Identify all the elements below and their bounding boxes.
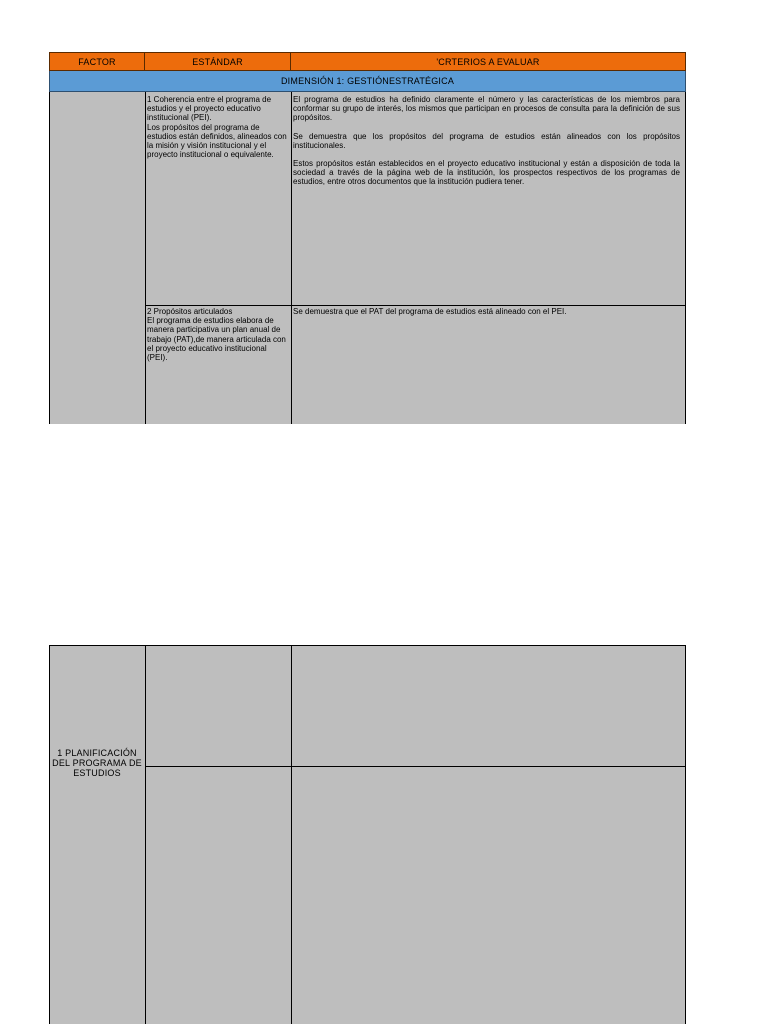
factor-label: 1 PLANIFICACIÓN DEL PROGRAMA DE ESTUDIOS [52,748,142,778]
header-estandar: ESTÁNDAR [145,52,291,71]
header-factor: FACTOR [49,52,145,71]
header-criterios: 'CRTERIOS A EVALUAR [291,52,686,71]
criterio-text: Se demuestra que los propósitos del programa de estudios están alineados con los propósitos institucionales. [293,131,680,150]
estandar-text: Los propósitos del programa de estudios están definidos, alineados con la misión y visión institucional y el proyecto institucional o equivalente. [147,122,287,160]
estandar-title: 1 Coherencia entre el programa de estudios y el proyecto educativo institucional (PEI). [147,95,272,123]
standards-table [49,52,686,363]
criterio-text: El programa de estudios ha definido claramente el número y las características de los miembros para conformar su grupo de interés, los mismos que participan en procesos de consulta para la definición de sus propósitos. [293,95,680,123]
criterios-cell [291,306,686,326]
criterio-text: Se demuestra que el PAT del programa de estudios está alineado con el PEI. [293,307,567,316]
estandar-title: 2 Propósitos articulados [147,307,233,316]
estandar-cell [145,306,291,363]
table-body [49,92,686,424]
criterio-text: Estos propósitos están establecidos en el proyecto educativo institucional y están a disposición de toda la sociedad a través de la página web de la institución, los prospectos respectivos de los programas de estudios, entre otros documentos que la institución pudiera tener. [293,159,680,187]
table-header-row [49,52,686,71]
estandar-text: El programa de estudios elabora de manera participativa un plan anual de trabajo (PAT),de manera articulada con el proyecto educativo institucional (PEI). [147,316,286,363]
estandar-cell [145,94,291,160]
dimension-row: DIMENSIÓN 1: GESTIÓNESTRATÉGICA [49,71,686,92]
continuation-body [49,645,686,1024]
criterios-cell [291,94,686,197]
